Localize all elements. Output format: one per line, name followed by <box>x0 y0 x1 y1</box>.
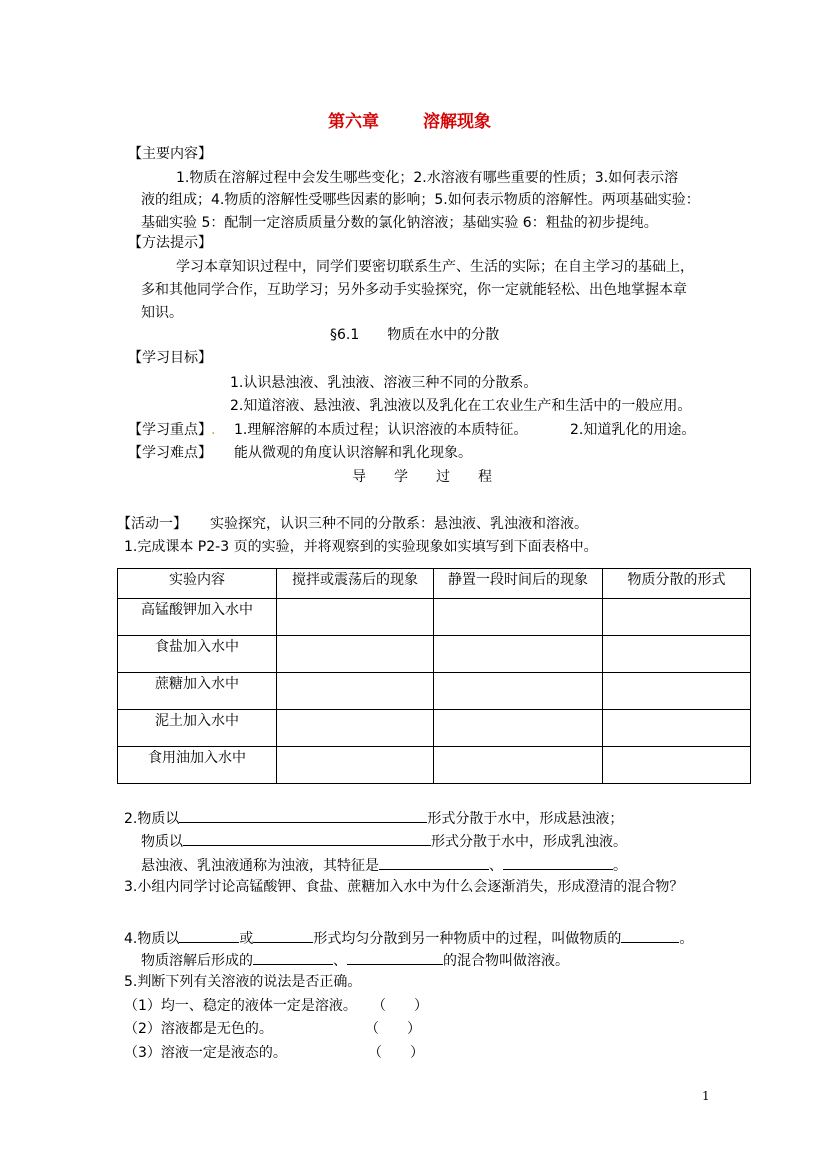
activity1-heading: 【活动一】 <box>117 516 187 532</box>
q2-line3-end: 。 <box>613 858 627 874</box>
page-number: 1 <box>702 1089 710 1103</box>
q4-c: 形式均匀分散到另一种物质中的过程，叫做物质的 <box>313 931 622 947</box>
key-points-dot: . <box>211 422 216 438</box>
row-label: 高锰酸钾加入水中 <box>118 599 277 636</box>
table-row <box>118 599 751 636</box>
row-label: 蔗糖加入水中 <box>118 673 277 710</box>
table-row <box>118 673 751 710</box>
table-row <box>118 747 751 784</box>
q2-line-2 <box>141 829 627 852</box>
main-content-heading: 【主要内容】 <box>128 146 212 162</box>
table-row <box>118 710 751 747</box>
blank-cell[interactable] <box>603 636 751 673</box>
q2-line2-post: 形式分散于水中，形成乳浊液。 <box>431 834 627 850</box>
q4-line2-pre: 物质溶解后形成的 <box>141 953 253 969</box>
table-header-form: 物质分散的形式 <box>603 569 751 599</box>
key-points-heading: 【学习重点】 <box>128 422 212 438</box>
blank-cell[interactable] <box>277 710 434 747</box>
table-header-content: 实验内容 <box>118 569 277 599</box>
q5-item-1: （1）均一、稳定的液体一定是溶液。 <box>124 998 357 1014</box>
q2-line3-pre: 悬浊液、乳浊液通称为浊液，其特征是 <box>141 858 379 874</box>
q4-d: 。 <box>679 931 694 947</box>
q2-blank-2[interactable] <box>183 829 431 846</box>
q2-line-3 <box>141 853 627 876</box>
blank-cell[interactable] <box>603 710 751 747</box>
q2-line-1 <box>124 806 623 829</box>
q2-blank-4[interactable] <box>503 853 613 870</box>
q4-line-2 <box>141 948 569 971</box>
q5-paren-2[interactable]: （ ） <box>365 1021 421 1037</box>
method-tips-line-1: 学习本章知识过程中，同学们要密切联系生产、生活的实际；在自主学习的基础上， <box>176 259 694 275</box>
main-content-line-2: 液的组成；4.物质的溶解性受哪些因素的影响；5.如何表示物质的溶解性。两项基础实验： <box>141 192 700 208</box>
row-label: 食盐加入水中 <box>118 636 277 673</box>
blank-cell[interactable] <box>603 599 751 636</box>
blank-cell[interactable] <box>434 710 603 747</box>
q4-blank-1[interactable] <box>179 926 239 943</box>
q4-blank-5[interactable] <box>347 948 443 965</box>
q2-blank-3[interactable] <box>379 853 489 870</box>
q5-item-3: （3）溶液一定是液态的。 <box>124 1045 287 1061</box>
activity1-instruction: 1.完成课本 P2-3 页的实验，并将观察到的实验现象如实填写到下面表格中。 <box>124 539 598 555</box>
objectives-heading: 【学习目标】 <box>128 350 212 366</box>
objective-1: 1.认识悬浊液、乳浊液、溶液三种不同的分散系。 <box>230 375 538 391</box>
method-tips-heading: 【方法提示】 <box>128 235 212 251</box>
q4-b: 或 <box>239 931 254 947</box>
blank-cell[interactable] <box>277 747 434 784</box>
q4-blank-4[interactable] <box>253 948 333 965</box>
q5-item-2: （2）溶液都是无色的。 <box>124 1021 273 1037</box>
q2-line3-sep: 、 <box>489 858 503 874</box>
blank-cell[interactable] <box>603 673 751 710</box>
q2-line1-post: 形式分散于水中，形成悬浊液； <box>427 811 624 827</box>
q2-line2-pre: 物质以 <box>141 834 183 850</box>
main-content-line-1: 1.物质在溶解过程中会发生哪些变化；2.水溶液有哪些重要的性质；3.如何表示溶 <box>176 170 679 186</box>
main-content-line-3: 基础实验 5：配制一定溶质质量分数的氯化钠溶液；基础实验 6：粗盐的初步提纯。 <box>141 215 658 231</box>
activity1-text: 实验探究，认识三种不同的分散系：悬浊液、乳浊液和溶液。 <box>210 516 588 532</box>
chapter-name: 溶解现象 <box>423 112 491 132</box>
blank-cell[interactable] <box>277 636 434 673</box>
q4-line2-post: 的混合物叫做溶液。 <box>443 953 569 969</box>
q5-paren-1[interactable]: （ ） <box>372 998 428 1014</box>
chapter-number: 第六章 <box>328 112 379 132</box>
blank-cell[interactable] <box>603 747 751 784</box>
blank-cell[interactable] <box>434 747 603 784</box>
q4-line2-sep: 、 <box>333 953 347 969</box>
table-header-row <box>118 569 751 599</box>
table-row <box>118 636 751 673</box>
blank-cell[interactable] <box>277 673 434 710</box>
q2-blank-1[interactable] <box>179 806 427 823</box>
q5-heading: 5.判断下列有关溶液的说法是否正确。 <box>124 974 362 990</box>
q5-paren-3[interactable]: （ ） <box>368 1045 424 1061</box>
row-label: 泥土加入水中 <box>118 710 277 747</box>
q4-blank-3[interactable] <box>621 926 679 943</box>
difficulties-text: 能从微观的角度认识溶解和乳化现象。 <box>234 445 472 461</box>
q4-line-1 <box>124 926 693 949</box>
difficulties-heading: 【学习难点】 <box>128 445 212 461</box>
q4-a: 4.物质以 <box>124 931 180 947</box>
experiment-table <box>117 568 751 784</box>
chapter-title <box>328 112 491 132</box>
blank-cell[interactable] <box>434 599 603 636</box>
key-point-2: 2.知道乳化的用途。 <box>570 422 696 438</box>
q4-blank-2[interactable] <box>253 926 313 943</box>
key-point-1: 1.理解溶解的本质过程；认识溶液的本质特征。 <box>234 422 528 438</box>
q2-line1-pre: 2.物质以 <box>124 811 180 827</box>
blank-cell[interactable] <box>434 636 603 673</box>
objective-2: 2.知道溶液、悬浊液、乳浊液以及乳化在工农业生产和生活中的一般应用。 <box>230 398 692 414</box>
guide-title: 导 学 过 程 <box>352 469 492 485</box>
q3-text: 3.小组内同学讨论高锰酸钾、食盐、蔗糖加入水中为什么会逐渐消失，形成澄清的混合物？ <box>124 879 684 895</box>
method-tips-line-2: 多和其他同学合作，互助学习；另外多动手实验探究，你一定就能轻松、出色地掌握本章 <box>141 282 687 298</box>
row-label: 食用油加入水中 <box>118 747 277 784</box>
table-header-rest: 静置一段时间后的现象 <box>434 569 603 599</box>
table-header-stir: 搅拌或震荡后的现象 <box>277 569 434 599</box>
method-tips-line-3: 知识。 <box>141 305 183 321</box>
blank-cell[interactable] <box>434 673 603 710</box>
blank-cell[interactable] <box>277 599 434 636</box>
section-title: §6.1 物质在水中的分散 <box>330 327 500 343</box>
